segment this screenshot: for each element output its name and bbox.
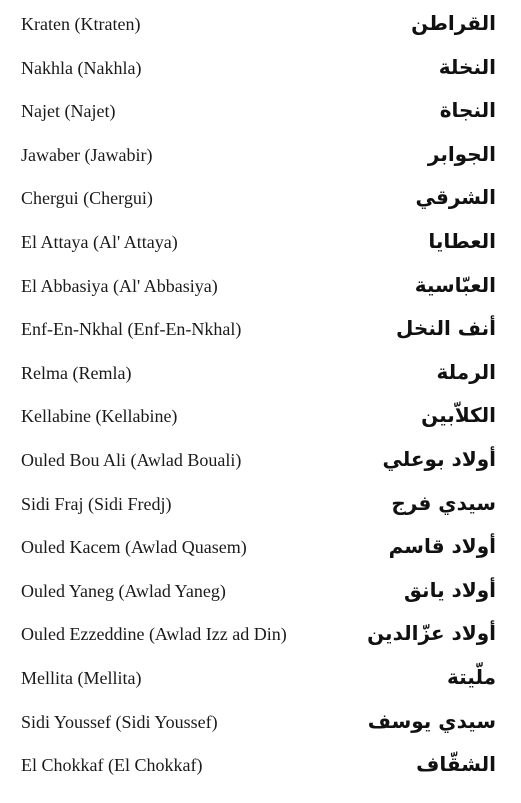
arabic-name: ملّيتة	[446, 664, 496, 689]
latin-name: Kellabine (Kellabine)	[21, 406, 178, 427]
list-item	[0, 353, 521, 397]
arabic-name: أولاد يانق	[404, 577, 496, 602]
list-item	[0, 178, 521, 222]
arabic-name: الجوابر	[427, 141, 496, 166]
arabic-name: أولاد قاسم	[388, 534, 496, 559]
latin-name: El Attaya (Al' Attaya)	[21, 231, 178, 252]
list-item	[0, 222, 521, 266]
latin-name: Ouled Ezzeddine (Awlad Izz ad Din)	[21, 624, 287, 645]
list-item	[0, 91, 521, 135]
list-item	[0, 702, 521, 746]
latin-name: Ouled Bou Ali (Awlad Bouali)	[21, 449, 242, 470]
list-item	[0, 484, 521, 528]
list-item	[0, 396, 521, 440]
latin-name: Enf-En-Nkhal (Enf-En-Nkhal)	[21, 319, 242, 340]
latin-name: Najet (Najet)	[21, 101, 116, 122]
latin-name: Relma (Remla)	[21, 362, 132, 383]
list-item	[0, 614, 521, 658]
arabic-name: سيدي فرج	[391, 490, 496, 515]
arabic-name: سيدي يوسف	[367, 708, 496, 733]
arabic-name: الشرقي	[415, 185, 496, 210]
list-item	[0, 571, 521, 615]
list-item	[0, 135, 521, 179]
list-item	[0, 745, 521, 789]
list-item	[0, 266, 521, 310]
arabic-name: العطايا	[428, 228, 496, 253]
arabic-name: القراطن	[411, 11, 496, 35]
arabic-name: الشقّاف	[416, 752, 496, 777]
arabic-name: النجاة	[439, 98, 496, 123]
arabic-name: أولاد عزّالدين	[367, 621, 496, 646]
arabic-name: الرملة	[436, 359, 496, 384]
latin-name: Nakhla (Nakhla)	[21, 57, 142, 78]
list-item	[0, 48, 521, 92]
arabic-name: أولاد بوعلي	[382, 446, 496, 471]
list-item	[0, 309, 521, 353]
arabic-name: الكلاّبين	[421, 403, 496, 428]
arabic-name: النخلة	[438, 54, 496, 79]
latin-name: Jawaber (Jawabir)	[21, 144, 153, 165]
latin-name: Sidi Youssef (Sidi Youssef)	[21, 711, 218, 732]
latin-name: Ouled Kacem (Awlad Quasem)	[21, 537, 247, 558]
latin-name: Chergui (Chergui)	[21, 188, 153, 209]
list-item	[0, 4, 521, 48]
latin-name: El Abbasiya (Al' Abbasiya)	[21, 275, 218, 296]
arabic-name: العبّاسية	[414, 272, 496, 297]
latin-name: Sidi Fraj (Sidi Fredj)	[21, 493, 172, 514]
list-item	[0, 527, 521, 571]
latin-name: Kraten (Ktraten)	[21, 14, 141, 34]
list-item	[0, 658, 521, 702]
latin-name: Mellita (Mellita)	[21, 667, 142, 688]
place-name-list	[0, 4, 521, 789]
latin-name: Ouled Yaneg (Awlad Yaneg)	[21, 580, 226, 601]
latin-name: El Chokkaf (El Chokkaf)	[21, 755, 203, 776]
arabic-name: أنف النخل	[396, 316, 496, 341]
list-item	[0, 440, 521, 484]
